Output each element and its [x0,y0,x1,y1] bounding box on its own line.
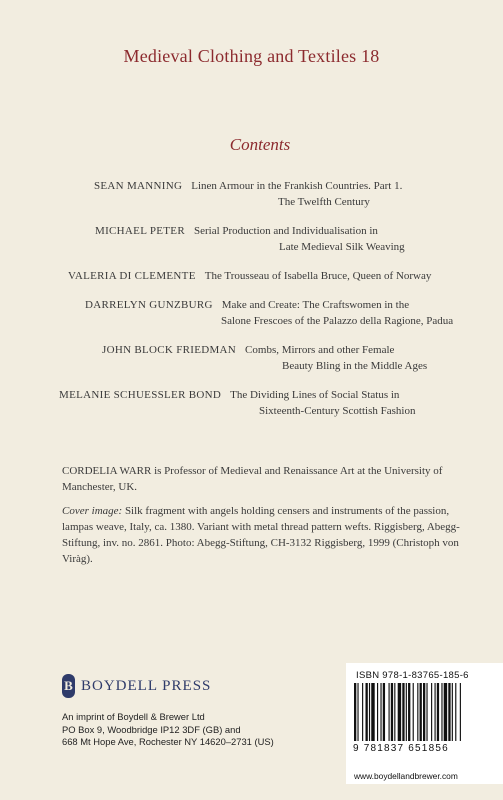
toc-entry [0,223,503,255]
table-of-contents [0,178,503,432]
toc-entry [0,268,503,284]
toc-title: The Trousseau of Isabella Bruce, Queen of Norway [204,270,432,282]
toc-entry [0,387,503,419]
cover-image-description: Silk fragment with angels holding censers and instruments of the passion, lampas weave, Italy, ca. 1380. Variant with metal thread pattern wefts. Riggisberg, Abegg-Stiftung, inv. no. 2861. Photo: Abegg-Stiftung, CH-3132 Riggisberg, 1999 (Christoph von Viràg). [62,505,460,565]
toc-entry [0,342,503,374]
publisher-logo [62,673,211,699]
imprint-line: PO Box 9, Woodbridge IP12 3DF (GB) and [62,723,241,735]
cover-image-credit [62,503,464,567]
publisher-name: BOYDELL PRESS [81,677,212,694]
cover-image-label: Cover image: [62,505,123,517]
barcode-icon [354,683,501,741]
toc-title: Make and Create: The Craftswomen in the [221,299,410,311]
toc-entry [0,178,503,210]
editor-bio: CORDELIA WARR is Professor of Medieval and Renaissance Art at the University of Manchester, UK. [62,465,443,493]
series-title: Medieval Clothing and Textiles 18 [123,46,380,66]
toc-title: Serial Production and Individualisation in [193,225,378,237]
toc-author: DARRELYN GUNZBURG [85,299,213,311]
barcode-digits: 9 781837 651856 [353,743,449,754]
toc-entry [0,297,503,329]
toc-author: VALERIA DI CLEMENTE [68,270,196,282]
publisher-website: www.boydellandbrewer.com [346,768,503,784]
toc-author: JOHN BLOCK FRIEDMAN [102,344,237,356]
toc-title-cont: Salone Frescoes of the Palazzo della Ragione, Padua [221,315,454,327]
isbn-text: ISBN 978-1-83765-185-6 [356,670,469,681]
toc-author: SEAN MANNING [94,180,183,192]
boydell-logo-icon: B [62,674,75,698]
toc-title: Linen Armour in the Frankish Countries. Part 1. [191,180,403,192]
toc-author: MICHAEL PETER [95,225,185,237]
toc-title-cont: The Twelfth Century [278,196,370,208]
contents-heading: Contents [229,135,291,154]
publisher-imprint [62,711,342,749]
barcode-panel [346,663,503,768]
toc-title-cont: Sixteenth-Century Scottish Fashion [259,405,416,417]
toc-title-cont: Beauty Bling in the Middle Ages [282,360,428,372]
imprint-line: An imprint of Boydell & Brewer Ltd [62,711,205,722]
toc-title-cont: Late Medieval Silk Weaving [279,241,405,253]
toc-title: The Dividing Lines of Social Status in [230,389,400,401]
toc-author: MELANIE SCHUESSLER BOND [59,389,222,401]
imprint-line: 668 Mt Hope Ave, Rochester NY 14620–2731 (US) [62,736,274,748]
toc-title: Combs, Mirrors and other Female [245,344,395,356]
